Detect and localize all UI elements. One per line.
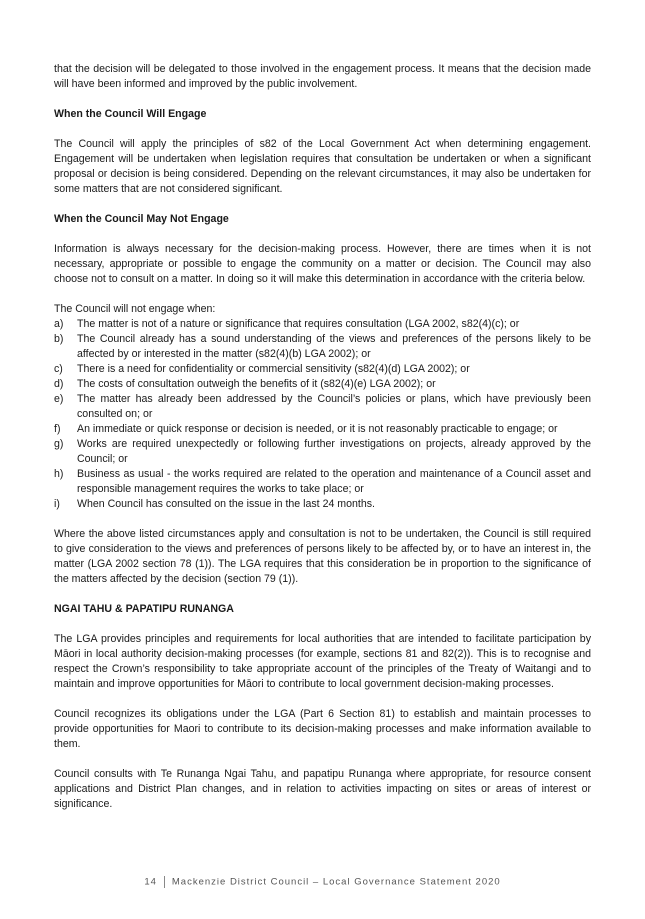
list-item [54, 497, 591, 512]
heading-may-not-engage: When the Council May Not Engage [54, 213, 229, 225]
list-item-text: An immediate or quick response or decision is needed, or it is not reasonably practicable to engage; or [77, 423, 558, 435]
list-item [54, 362, 591, 377]
list-item-label: g) [54, 438, 64, 450]
paragraph-council-consults: Council consults with Te Runanga Ngai Tahu, and papatipu Runanga where appropriate, for resource consent applications and District Plan changes, and in relation to activities impacting on sites or areas of interest or significance. [54, 768, 591, 810]
heading-will-engage: When the Council Will Engage [54, 108, 207, 120]
list-item-text: There is a need for confidentiality or commercial sensitivity (s82(4)(d) LGA 2002); or [77, 363, 470, 375]
heading-ngai-tahu: NGAI TAHU & PAPATIPU RUNANGA [54, 603, 234, 615]
list-item-label: c) [54, 363, 63, 375]
list-item-text: The matter is not of a nature or significance that requires consultation (LGA 2002, s82(4)(c); or [77, 318, 520, 330]
list-item-text: The costs of consultation outweigh the benefits of it (s82(4)(e) LGA 2002); or [77, 378, 436, 390]
list-item [54, 332, 591, 362]
list-item [54, 467, 591, 497]
criteria-intro: The Council will not engage when: [54, 303, 216, 315]
document-page [54, 62, 591, 812]
list-item [54, 437, 591, 467]
list-item [54, 392, 591, 422]
footer-title: Mackenzie District Council – Local Governance Statement 2020 [171, 876, 501, 888]
list-item-text: The Council already has a sound understanding of the views and preferences of the persons likely to be affected by or interested in the matter (s82(4)(b) LGA 2002); or [77, 333, 591, 360]
page-number: 14 [144, 876, 157, 888]
list-item-label: a) [54, 318, 64, 330]
intro-continuation: that the decision will be delegated to those involved in the engagement process. It means that the decision made will have been informed and improved by the public involvement. [54, 63, 591, 90]
paragraph-council-obligations: Council recognizes its obligations under the LGA (Part 6 Section 81) to establish and maintain processes to provide opportunities for Maori to contribute to its decision-making processes and make information available to them. [54, 708, 591, 750]
list-item-label: f) [54, 423, 61, 435]
body-will-engage: The Council will apply the principles of s82 of the Local Government Act when determining engagement. Engagement will be undertaken when legislation requires that consultation be undertaken or when a significant proposal or decision is being considered. Depending on the relevant circumstances, it may also be undertaken for some matters that are not considered significant. [54, 138, 591, 195]
criteria-list [54, 317, 591, 512]
list-item [54, 377, 591, 392]
list-item-label: h) [54, 468, 64, 480]
paragraph-lga-principles: The LGA provides principles and requirements for local authorities that are intended to facilitate participation by Māori in local authority decision-making processes (for example, sections 81 and 82(2)). This is to recognise and respect the Crown’s responsibility to take appropriate account of the principles of the Treaty of Waitangi and to maintain and improve opportunities for Māori to contribute to local government decision-making processes. [54, 633, 591, 690]
body-may-not-engage: Information is always necessary for the decision-making process. However, there are times when it is not necessary, appropriate or possible to engage the community on a matter or decision. The Council may also choose not to consult on a matter. In doing so it will make this determination in accordance with the criteria below. [54, 243, 591, 285]
closing-paragraph: Where the above listed circumstances apply and consultation is not to be undertaken, the Council is still required to give consideration to the views and preferences of persons likely to be affected by, or to have an interest in, the matter (LGA 2002 section 78 (1)). The LGA requires that this consideration be in proportion to the significance of the matters affected by the decision (section 79 (1)). [54, 528, 591, 585]
list-item-label: b) [54, 333, 64, 345]
list-item-label: e) [54, 393, 64, 405]
list-item [54, 317, 591, 332]
list-item-label: i) [54, 498, 60, 510]
list-item [54, 422, 591, 437]
page-footer [0, 876, 645, 888]
list-item-text: Business as usual - the works required are related to the operation and maintenance of a Council asset and responsible management requires the works to take place; or [77, 468, 591, 495]
footer-divider [164, 876, 165, 888]
list-item-text: When Council has consulted on the issue in the last 24 months. [77, 498, 375, 510]
list-item-text: Works are required unexpectedly or following further investigations on projects, already approved by the Council; or [77, 438, 591, 465]
list-item-text: The matter has already been addressed by the Council’s policies or plans, which have previously been consulted on; or [77, 393, 591, 420]
list-item-label: d) [54, 378, 64, 390]
